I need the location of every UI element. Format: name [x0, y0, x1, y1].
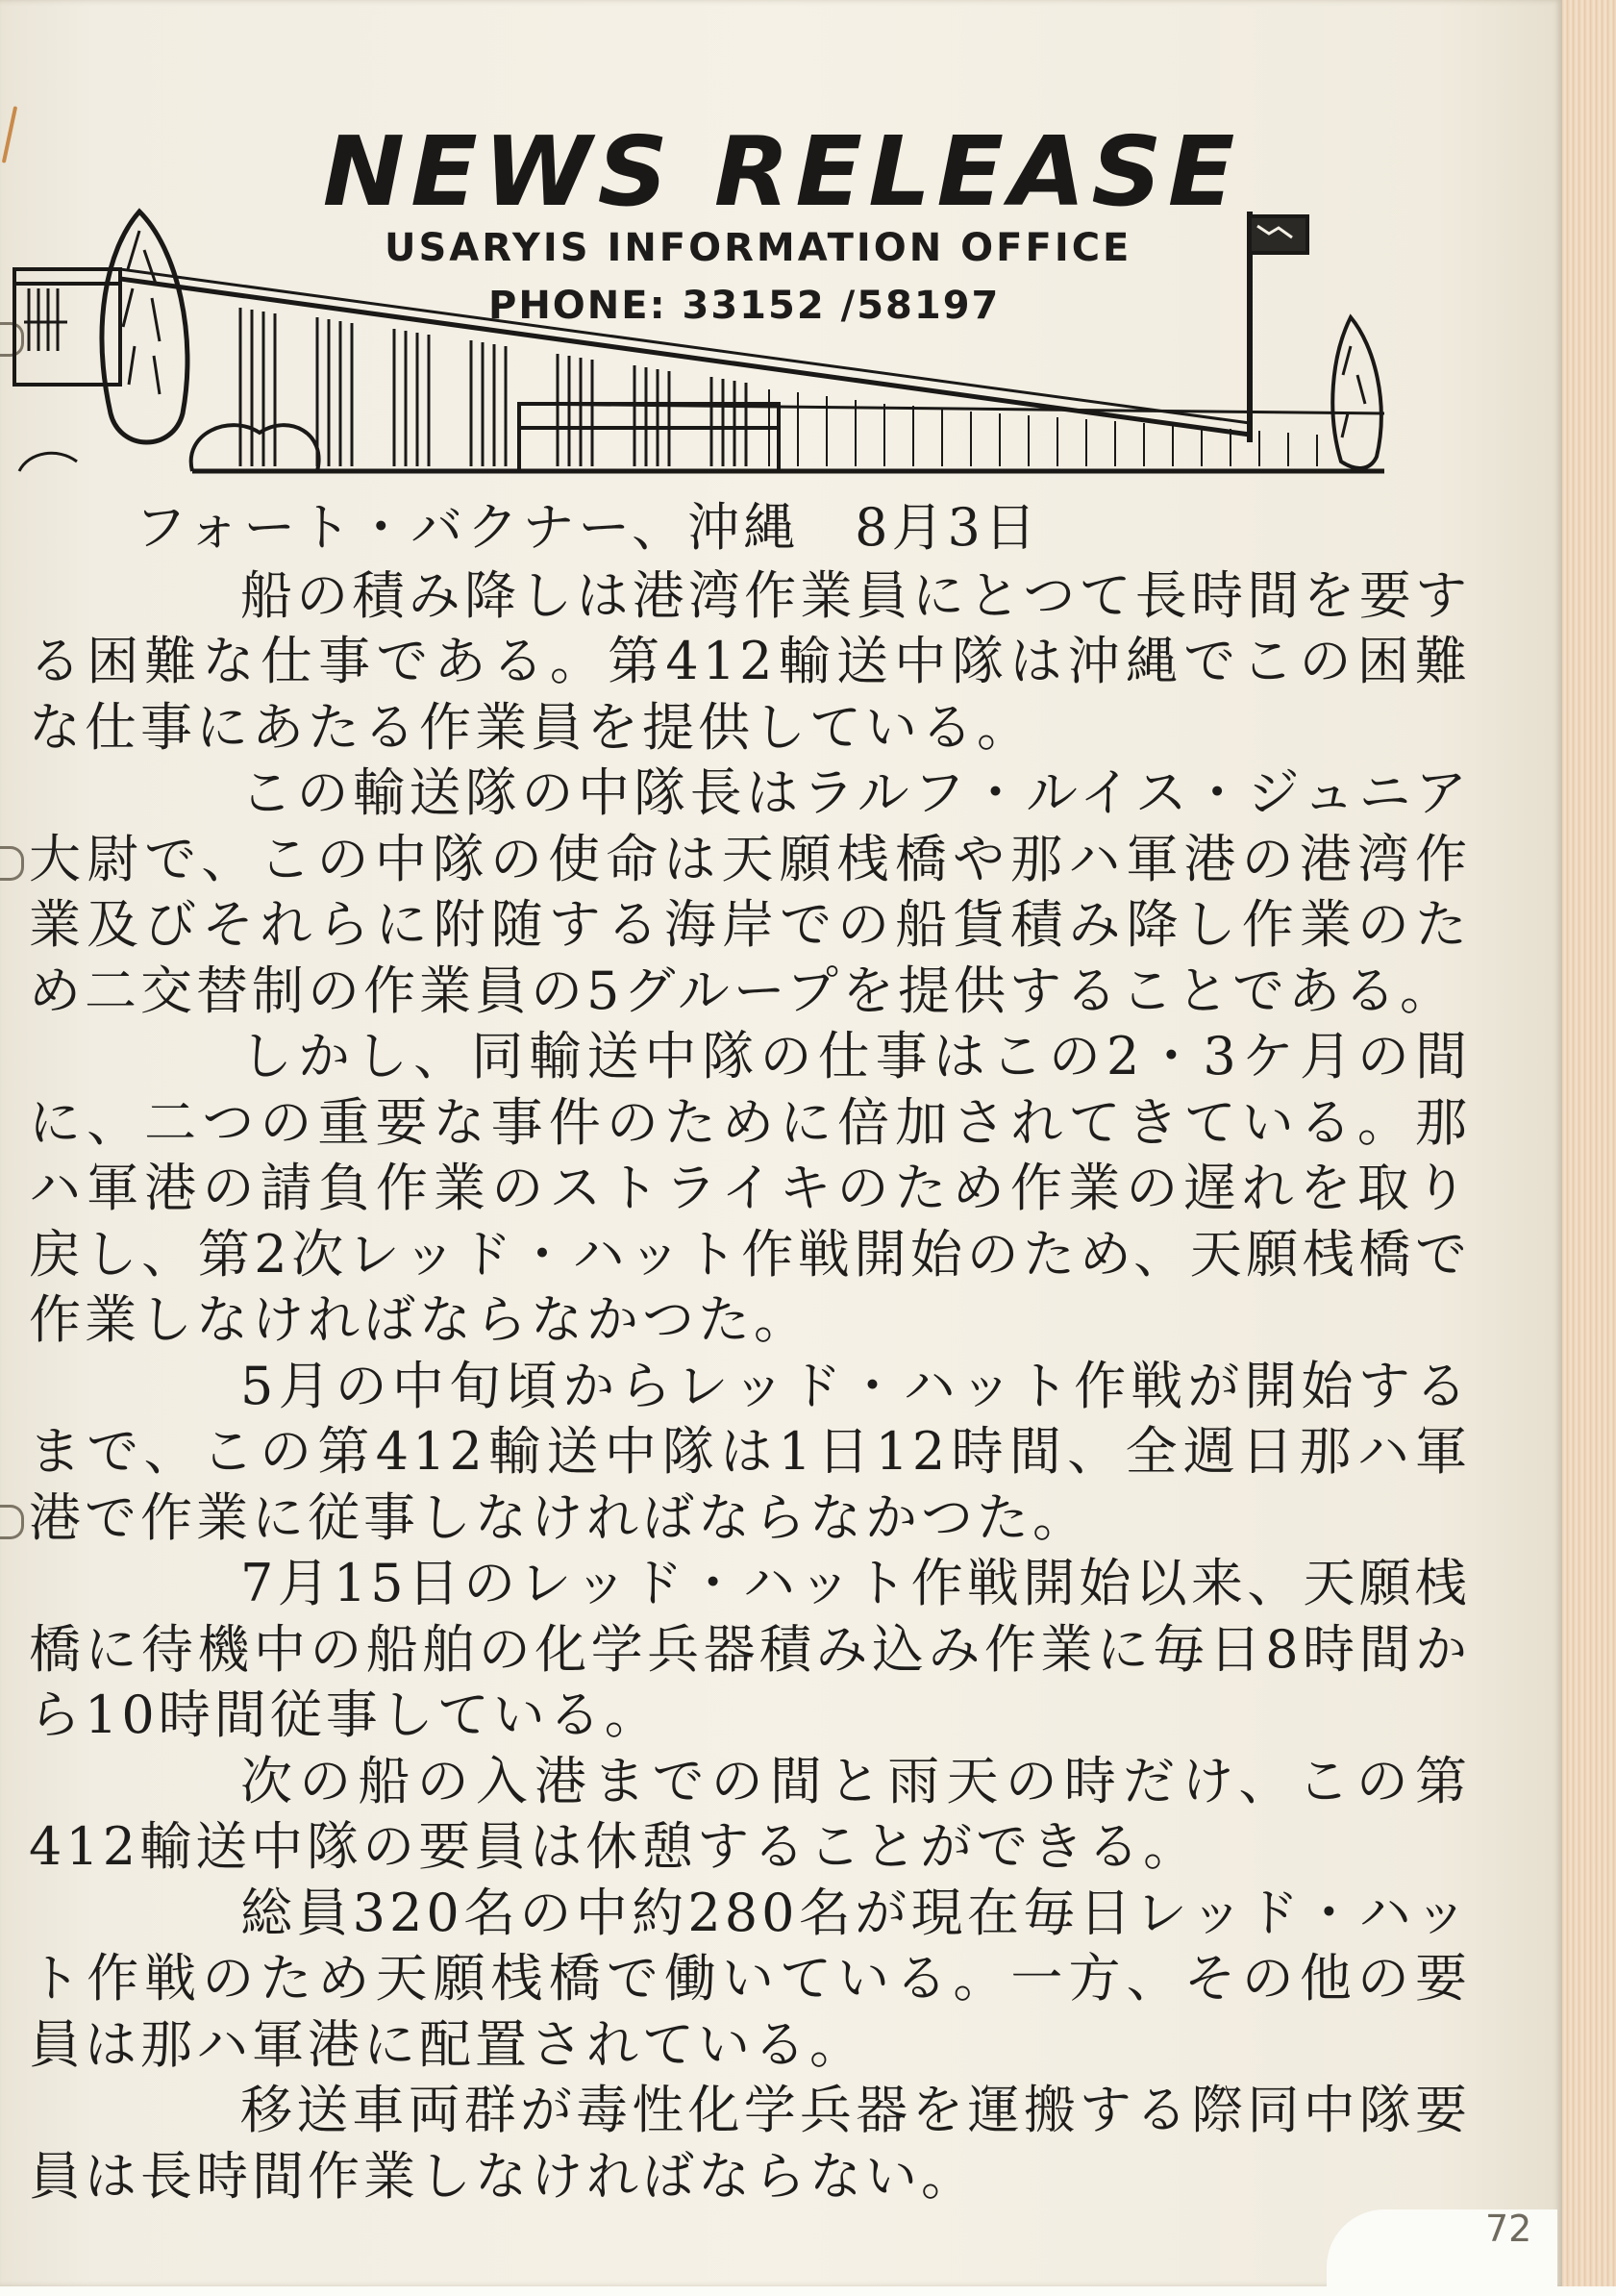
article-body — [29, 495, 1471, 2209]
phone-number: PHONE: 33152 /58197 — [488, 284, 1001, 328]
masthead-title: NEWS RELEASE — [322, 115, 1241, 228]
paragraph: この輸送隊の中隊長はラルフ・ルイス・ジュニア大尉で、この中隊の使命は天願桟橋や那ハ軍港の港湾作業及びそれらに附随する海岸での船貨積み降し作業のため二交替制の作業員の5グループを提供することである。 — [29, 762, 1471, 1021]
binding-stitch — [0, 1505, 24, 1539]
news-release-masthead — [0, 106, 1562, 481]
dateline: フォート・バクナー、沖縄 8月3日 — [135, 497, 1040, 558]
paragraph: しかし、同輸送中隊の仕事はこの2・3ケ月の間に、二つの重要な事件のために倍加されてきている。那ハ軍港の請負作業のストライキのため作業の遅れを取り戻し、第2次レッド・ハット作戦開始のため、天願桟橋で作業しなければならなかつた。 — [29, 1026, 1471, 1350]
office-name: USARYIS INFORMATION OFFICE — [385, 226, 1132, 270]
paragraph: 7月15日のレッド・ハット作戦開始以来、天願桟橋に待機中の船舶の化学兵器積み込み作業に毎日8時間から10時間従事している。 — [29, 1553, 1471, 1745]
building-illustration — [0, 192, 1404, 481]
binding-stitch — [0, 846, 24, 881]
paragraph: 移送車両群が毒性化学兵器を運搬する際同中隊要員は長時間作業しなければならない。 — [29, 2080, 1471, 2207]
paragraph: 船の積み降しは港湾作業員にとつて長時間を要する困難な仕事である。第412輸送中隊は沖縄でこの困難な仕事にあたる作業員を提供している。 — [29, 564, 1471, 758]
paragraph: 総員320名の中約280名が現在毎日レッド・ハット作戦のため天願桟橋で働いている。一方、その他の要員は那ハ軍港に配置されている。 — [29, 1882, 1471, 2075]
page-edges — [1562, 0, 1616, 2286]
paragraph: 次の船の入港までの間と雨天の時だけ、この第412輸送中隊の要員は休憩することができる。 — [29, 1750, 1471, 1877]
page-number: 72 — [1485, 2208, 1532, 2250]
paragraph: 5月の中旬頃からレッド・ハット作戦が開始するまで、この第412輸送中隊は1日12時間、全週日那ハ軍港で作業に従事しなければならなかつた。 — [29, 1355, 1471, 1548]
